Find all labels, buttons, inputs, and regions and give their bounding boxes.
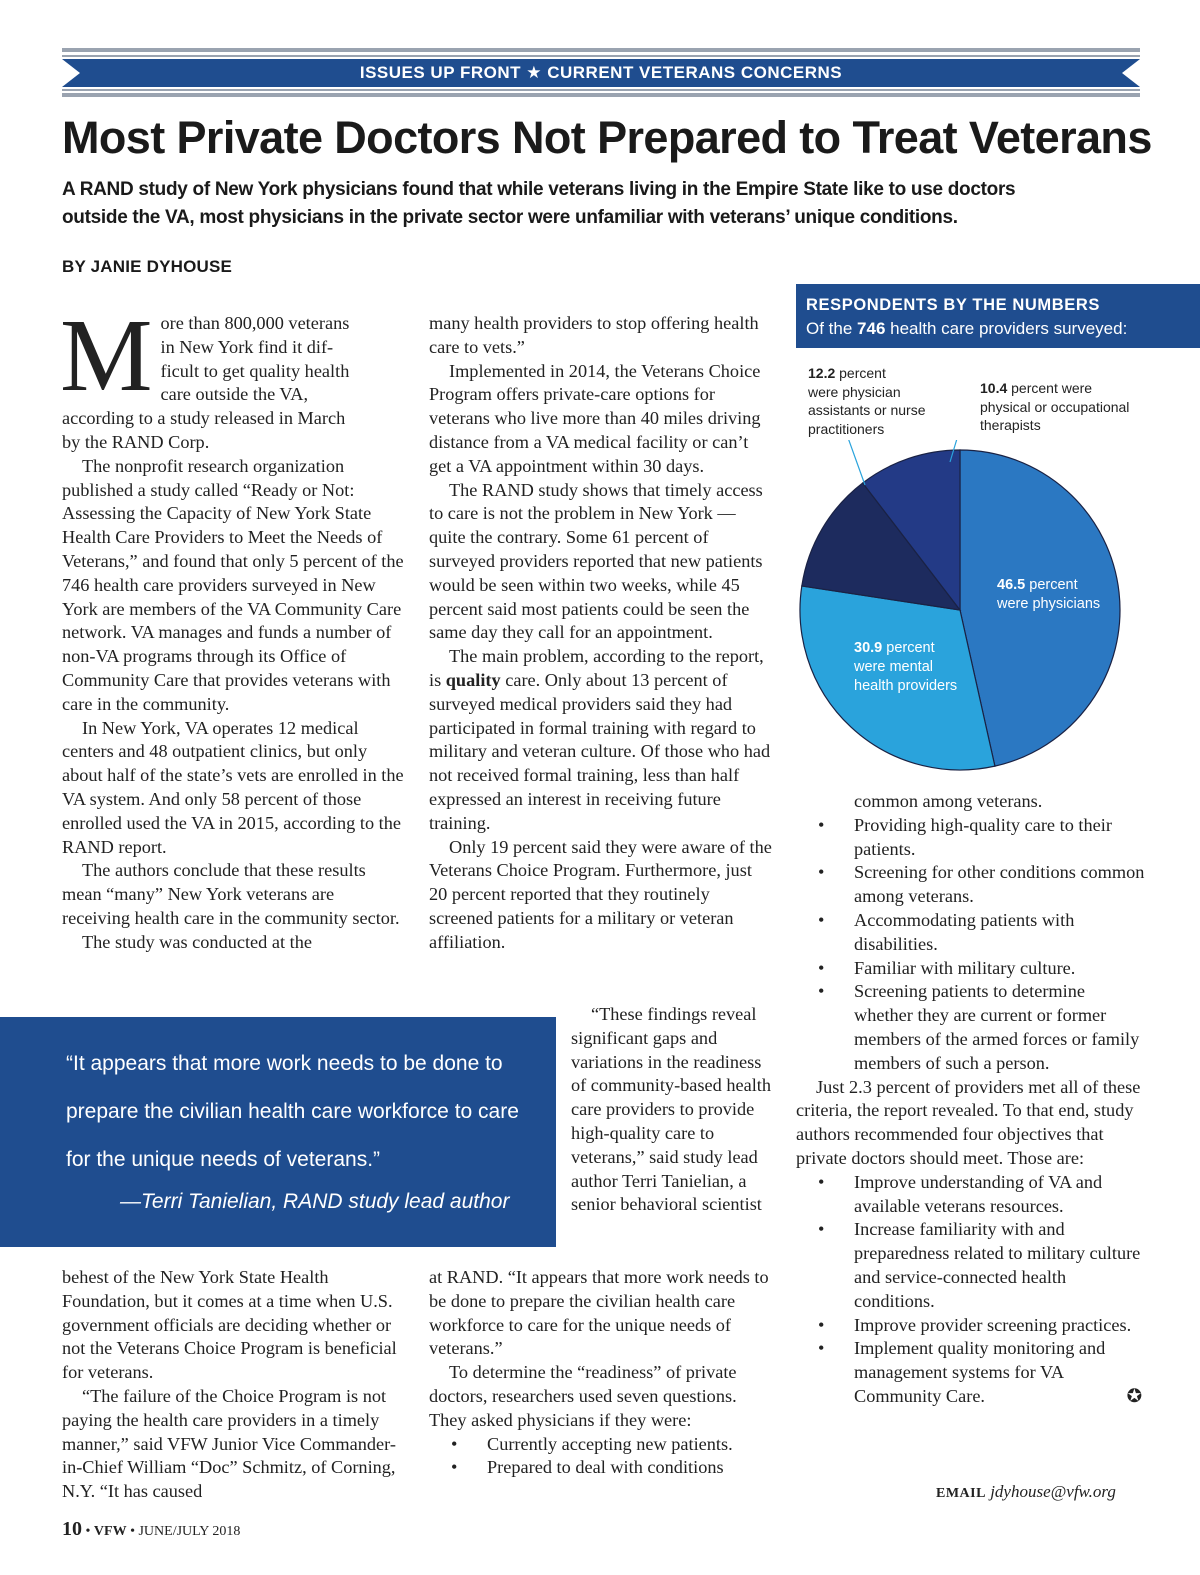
col2-paragraph-6: “These findings reveal significant gaps and variations in the readiness of community-based health care providers to provide high-quality care to veterans,” said study lead author Terri Tanielian, a senior behavioral scientist <box>571 1004 772 1215</box>
drop-cap: M <box>60 298 153 413</box>
bullet-icon: • <box>818 957 825 978</box>
page-number: 10 <box>62 1518 82 1540</box>
col2-paragraph-5: Only 19 percent said they were aware of the Veterans Choice Program. Furthermore, just 20 percent reported that they routinely screened patients for a military or veteran affiliation. <box>429 836 772 952</box>
list-item: • Increase familiarity with and preparedness related to military culture and service-connected health conditions. <box>818 1219 1141 1311</box>
slice-value: 12.2 <box>808 365 836 381</box>
leader-line-pa-np <box>838 440 865 485</box>
bullet-icon: • <box>818 862 825 883</box>
bullet-icon: • <box>818 909 825 930</box>
slice-value: 30.9 <box>854 640 883 656</box>
footer-separator: • <box>85 1524 91 1539</box>
author-email <box>936 1482 1116 1502</box>
paragraph-1: ore than 800,000 veterans in New York find it dif- ficult to get quality health care outside the VA, according to a study released in March by the RAND Corp. <box>62 313 350 452</box>
email-label: EMAIL <box>936 1486 986 1501</box>
bullet-icon: • <box>818 981 825 1002</box>
col2-paragraph-7: at RAND. “It appears that more work needs to be done to prepare the civilian health care workforce to care for the unique needs of veterans.” <box>429 1267 769 1359</box>
stats-subtitle: Of the 746 health care providers surveyed: <box>806 319 1128 338</box>
magazine-name: VFW <box>93 1524 127 1539</box>
banner-rule-bottom-thin <box>62 89 1140 91</box>
column-2-narrow <box>571 1003 773 1217</box>
paragraph-2: The nonprofit research organization published a study called “Ready or Not: Assessing the Capacity of New York State Health Care Providers to Meet the Needs of Veterans,” and found that only 5 percent of the 746 health care providers surveyed in New York are members of the VA Community Care network. VA manages and funds a number of non-VA programs through its Office of Community Care that provides veterans with care in the community. <box>62 455 404 714</box>
respondent-count: 746 <box>857 319 886 338</box>
email-address[interactable]: jdyhouse@vfw.org <box>990 1482 1116 1501</box>
issue-date: JUNE/JULY 2018 <box>138 1524 241 1539</box>
bullet-icon: • <box>818 1219 825 1240</box>
stats-title: RESPONDENTS BY THE NUMBERS <box>806 296 1100 314</box>
list-item: • Providing high-quality care to their patients. <box>818 814 1112 859</box>
pull-quote-attribution: —Terri Tanielian, RAND study lead author <box>120 1190 510 1213</box>
col2-paragraph-1: many health providers to stop offering health care to vets.” <box>429 313 759 357</box>
column-1-top <box>60 298 404 955</box>
list-item: • Implement quality monitoring and management systems for VA Community Care. ✪ <box>796 1337 1146 1408</box>
col2-paragraph-2: Implemented in 2014, the Veterans Choice Program offers private-care options for veterans who live more than 40 miles driving distance from a VA medical facility or can’t get a VA appointment within 30 days. <box>429 360 761 476</box>
star-icon: ★ <box>526 63 542 82</box>
slice-label-therapists: 10.4 percent were physical or occupational therapists <box>980 380 1130 433</box>
slice-label-physicians: 46.5 percent were physicians <box>997 577 1101 612</box>
list-item: • Improve provider screening practices. <box>796 1314 1146 1338</box>
paragraph-3: In New York, VA operates 12 medical centers and 48 outpatient clinics, but only about half of the state’s vets are enrolled in the VA system. And only 58 percent of those enrolled used the VA in 2015, according to the RAND report. <box>62 717 404 857</box>
slice-value: 46.5 <box>997 577 1026 593</box>
slice-label-mental-health: 30.9 percent were mental health providers <box>854 640 958 694</box>
banner-rule-top <box>62 48 1140 52</box>
slice-value: 10.4 <box>980 380 1008 396</box>
byline: BY JANIE DYHOUSE <box>62 257 233 276</box>
paragraph-5: The study was conducted at the <box>82 931 312 952</box>
col2-paragraph-3: The RAND study shows that timely access to care is not the problem in New York — quite the contrary. Some 61 percent of surveyed providers reported that new patients would be seen within two weeks, while 45 percent said most patients could be seen the same day they call for an appointment. <box>429 479 763 643</box>
paragraph-7: “The failure of the Choice Program is not paying the health care providers in a timely manner,” said VFW Junior Vice Commander-in-Chief William “Doc” Schmitz, of Corning, N.Y. “It has caused <box>62 1385 396 1502</box>
bullet-icon: • <box>818 1338 825 1359</box>
banner-rule-top-thin <box>62 55 1140 57</box>
quality-emphasis: quality <box>445 669 501 690</box>
list-item: • Currently accepting new patients. <box>429 1433 774 1457</box>
col2-paragraph-4: The main problem, according to the report, is quality care. Only about 13 percent of surveyed medical providers said they had participated in formal training with regard to military and veteran culture. Of those who had not received formal training, less than half expressed an interest in receiving future training. <box>429 646 771 833</box>
list-item: • Screening patients to determine whether they are current or former members of the armed forces or family members of such a person. <box>818 981 1140 1073</box>
paragraph-6: behest of the New York State Health Foundation, but it comes at a time when U.S. government officials are deciding whether or not the Veterans Choice Program is beneficial for veterans. <box>62 1267 397 1383</box>
list-item-continued: common among veterans. <box>854 791 1043 811</box>
bullet-icon: • <box>818 1171 825 1192</box>
column-1-bottom <box>62 1266 407 1504</box>
bullet-icon: • <box>451 1457 458 1478</box>
slice-label-pa-np: 12.2 percent were physician assistants or nurse practitioners <box>808 365 926 437</box>
col2-paragraph-8: To determine the “readiness” of private doctors, researchers used seven questions. They asked physicians if they were: <box>429 1362 737 1430</box>
column-3 <box>796 790 1146 1409</box>
section-banner <box>62 59 1140 87</box>
bullet-icon: • <box>451 1433 458 1454</box>
list-item: • Accommodating patients with disabilities. <box>818 909 1075 954</box>
list-item: • Screening for other conditions common among veterans. <box>818 862 1145 907</box>
deck: A RAND study of New York physicians found that while veterans living in the Empire State like to use doctors outside the VA, most physicians in the private sector were unfamiliar with veterans’ unique conditions. <box>62 179 1016 228</box>
bullet-icon: • <box>818 814 825 835</box>
bullet-icon: • <box>818 1314 825 1335</box>
list-item: • Prepared to deal with conditions <box>429 1456 774 1480</box>
list-item: • Familiar with military culture. <box>796 957 1146 981</box>
paragraph-4: The authors conclude that these results mean “many” New York veterans are receiving health care in the community sector. <box>62 860 400 928</box>
column-2-bottom <box>429 1266 774 1480</box>
col3-paragraph-1: Just 2.3 percent of providers met all of these criteria, the report revealed. To that end, study authors recommended four objectives that private doctors should meet. Those are: <box>796 1076 1141 1168</box>
end-mark-icon: ✪ <box>1126 1385 1142 1406</box>
list-item: • Improve understanding of VA and available veterans resources. <box>818 1171 1103 1216</box>
banner-topic: CURRENT VETERANS CONCERNS <box>547 63 843 82</box>
page-footer <box>62 1518 240 1541</box>
banner-rule-bottom <box>62 93 1140 97</box>
banner-section: ISSUES UP FRONT <box>359 63 521 82</box>
headline: Most Private Doctors Not Prepared to Treat Veterans <box>62 112 1152 163</box>
pull-quote-text: “It appears that more work needs to be done to prepare the civilian health care workforce to care for the unique needs of veterans.” <box>66 1052 519 1171</box>
footer-separator: • <box>130 1524 135 1539</box>
column-2-top <box>429 312 774 955</box>
